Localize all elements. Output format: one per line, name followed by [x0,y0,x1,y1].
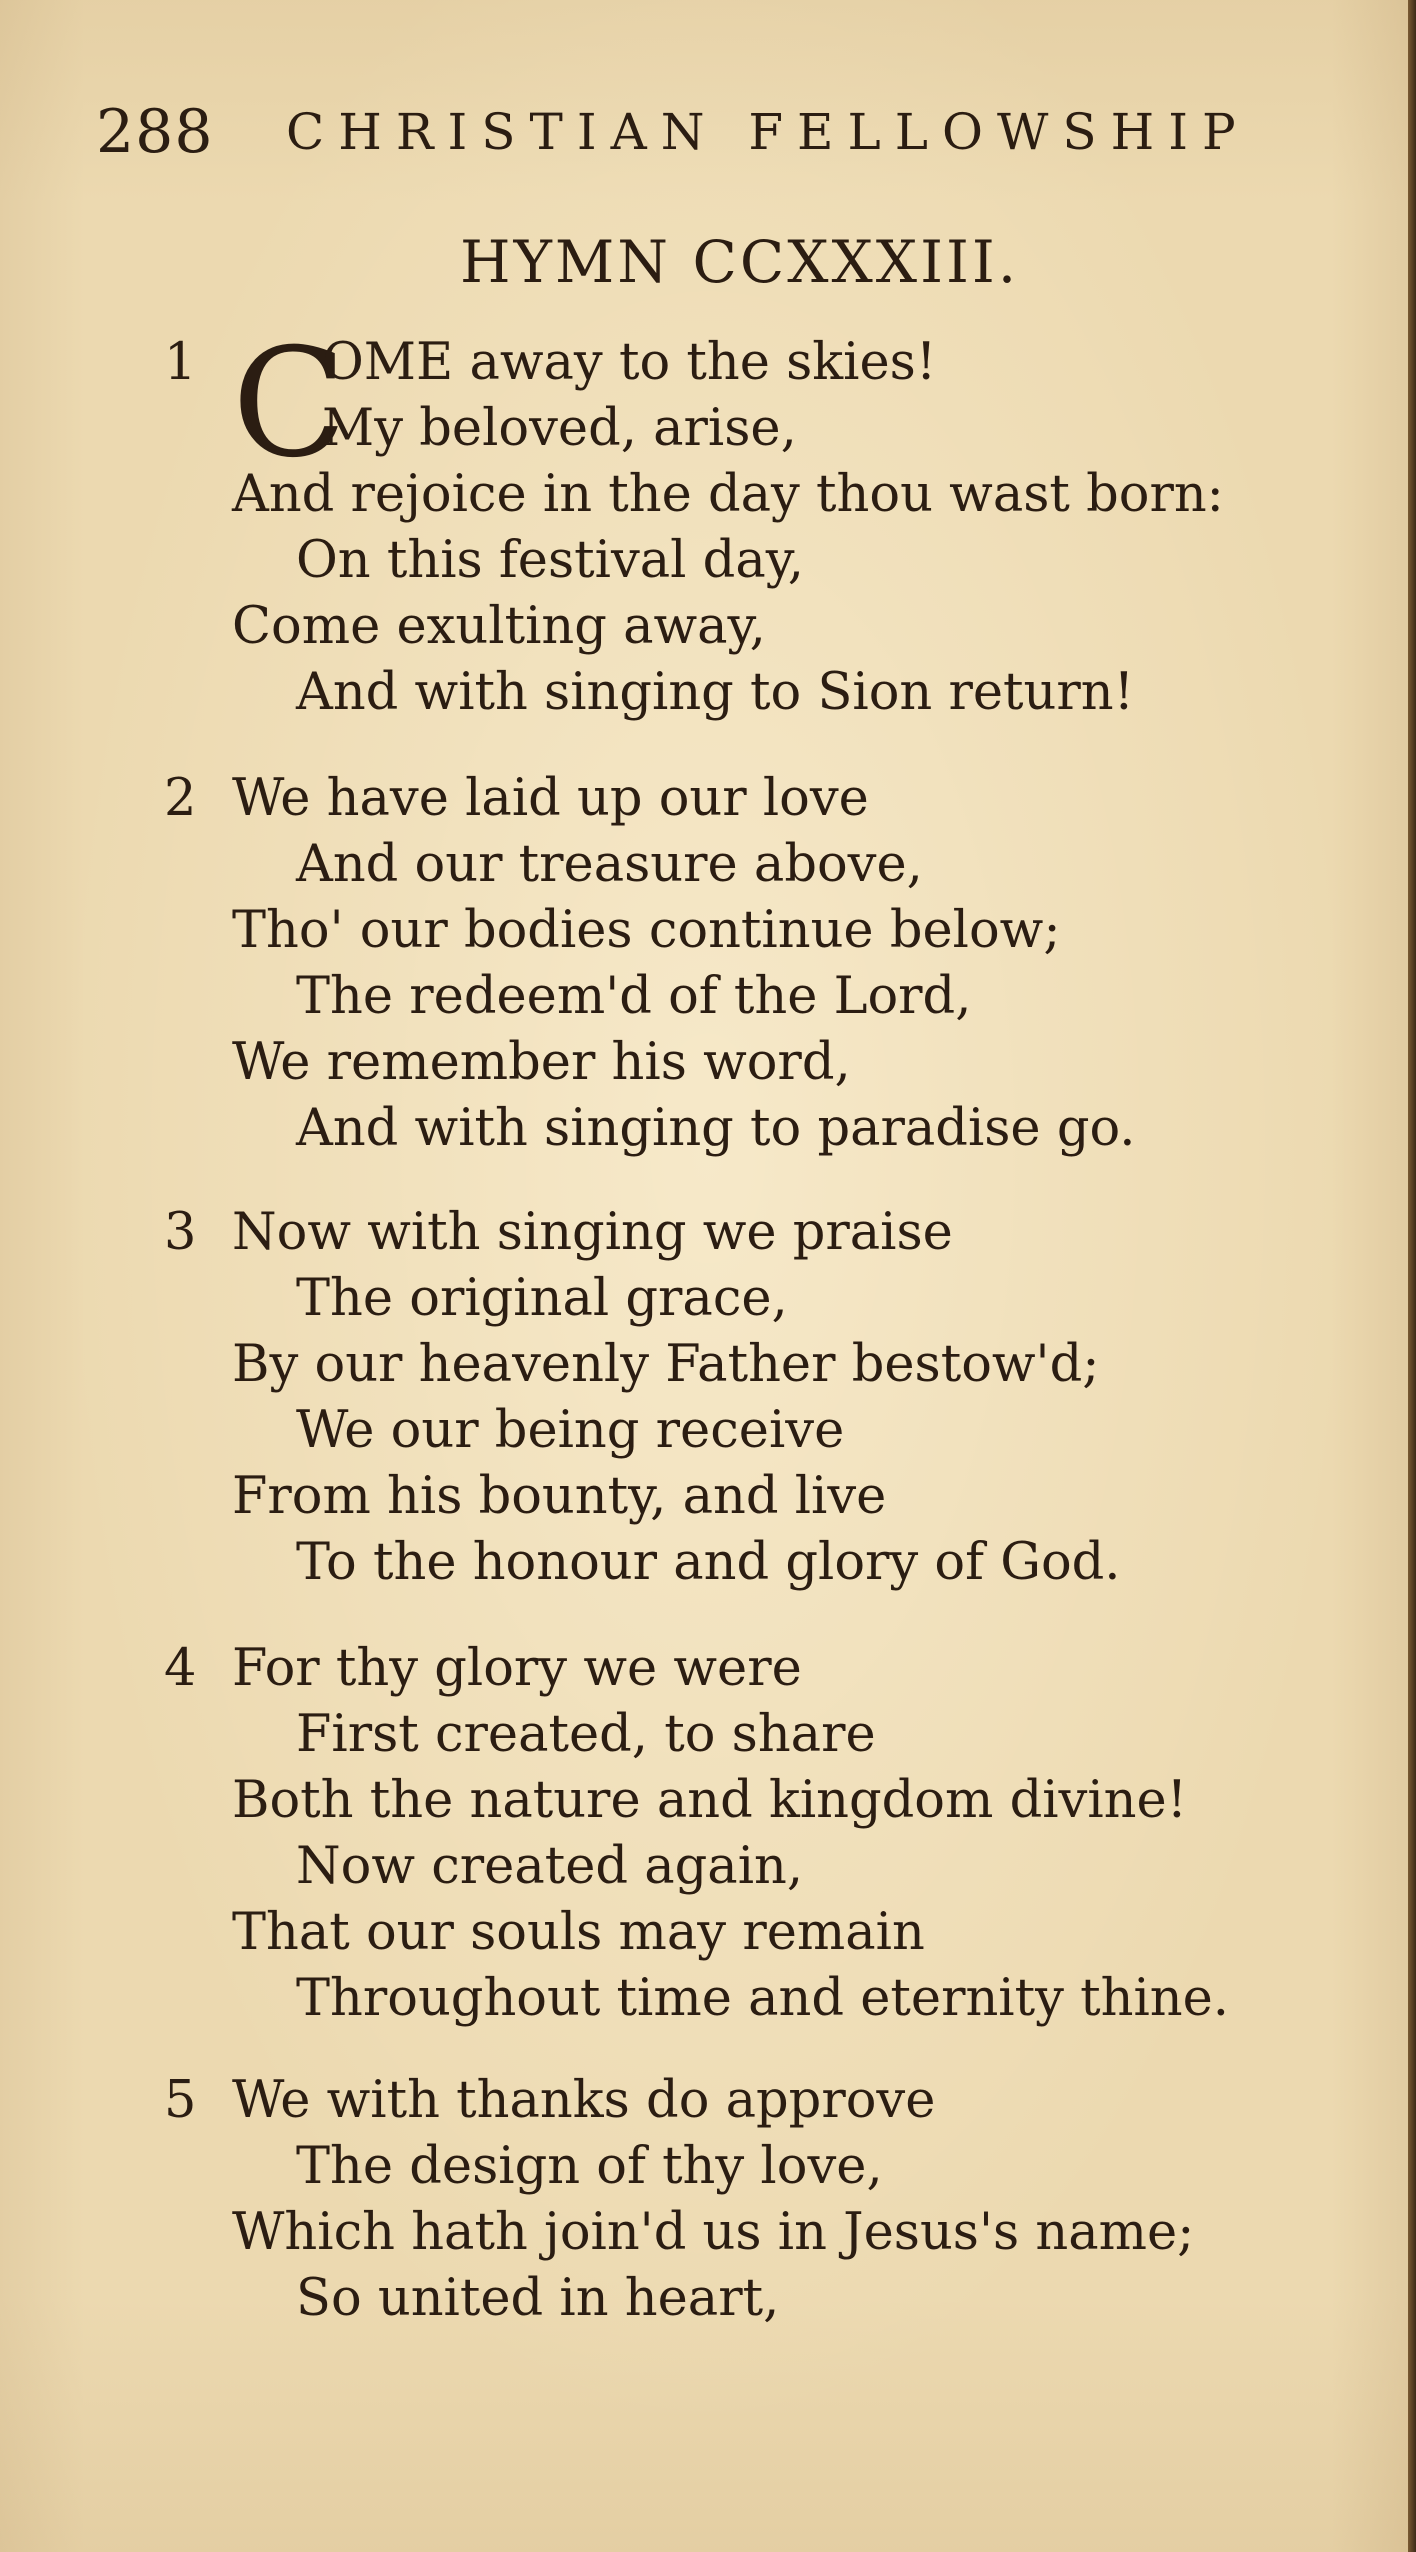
stanza-line: Tho' our bodies continue below; [232,901,1061,960]
stanza-line: Now with singing we praise [232,1203,953,1262]
stanza-line: We with thanks do approve [232,2071,936,2130]
running-title: CHRISTIAN FELLOWSHIP [286,103,1250,161]
stanza-line: Which hath join'd us in Jesus's name; [232,2203,1195,2262]
hymn-title: HYMN CCXXXIII. [460,228,1020,296]
stanza-line: OME away to the skies! [322,333,937,392]
stanza-line: On this festival day, [296,531,804,590]
stanza-line: And with singing to paradise go. [296,1099,1136,1158]
running-head [96,92,1276,172]
stanza-line: We remember his word, [232,1033,851,1092]
stanza-line: And our treasure above, [296,835,923,894]
stanza-line: To the honour and glory of God. [296,1533,1121,1592]
stanza-line: The original grace, [296,1269,788,1328]
stanza-line: Now created again, [296,1837,804,1896]
stanza-line: For thy glory we were [232,1639,802,1698]
stanza-line: That our souls may remain [232,1903,925,1962]
stanza-line: The redeem'd of the Lord, [296,967,972,1026]
stanza-number: 2 [164,769,197,828]
stanza-line: Both the nature and kingdom divine! [232,1771,1188,1830]
page-number: 288 [96,97,214,167]
stanza-line: My beloved, arise, [322,399,797,458]
stanza-number: 1 [164,333,197,392]
stanza-line: Come exulting away, [232,597,766,656]
stanza-number: 5 [164,2071,197,2130]
drop-cap: C [232,317,347,491]
stanza-line: First created, to share [296,1705,876,1764]
stanza-line: So united in heart, [296,2269,780,2328]
stanza-line: From his bounty, and live [232,1467,887,1526]
stanza-line: Throughout time and eternity thine. [296,1969,1230,2028]
stanza-line: We our being receive [296,1401,845,1460]
stanza-number: 3 [164,1203,197,1262]
stanza-number: 4 [164,1639,197,1698]
stanza-line: And with singing to Sion return! [296,663,1135,722]
stanza-line: We have laid up our love [232,769,869,828]
page-edge [1408,0,1416,2552]
stanza-line: The design of thy love, [296,2137,883,2196]
stanza-line: By our heavenly Father bestow'd; [232,1335,1100,1394]
stanza-line: And rejoice in the day thou wast born: [232,465,1224,524]
